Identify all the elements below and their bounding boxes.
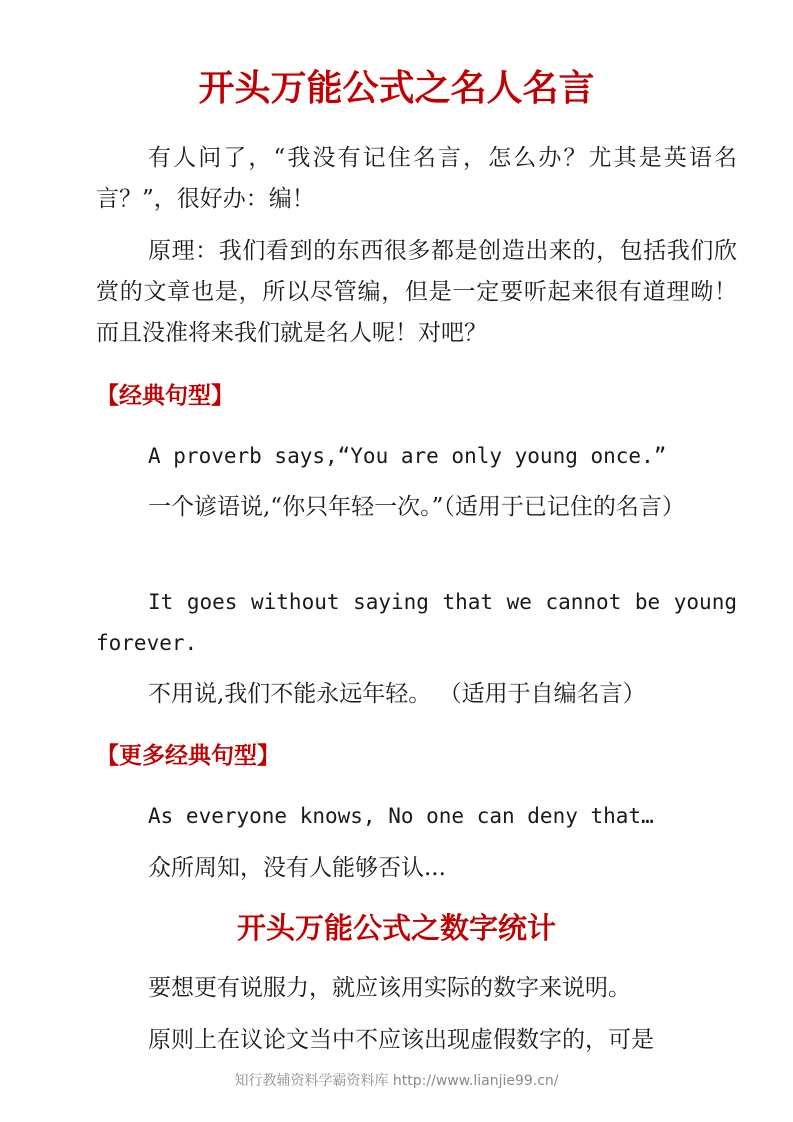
page-title: 开头万能公式之名人名言 [198, 67, 595, 109]
example-chinese-2: 不用说,我们不能永远年轻。 （适用于自编名言） [148, 681, 646, 707]
page-footer-watermark: 知行教辅资料学霸资料库 http://www.lianjie99.cn/ [234, 1073, 559, 1089]
example-english-3: As everyone knows, No one can deny that… [148, 804, 654, 828]
example-english-1: A proverb says,“You are only young once.” [148, 444, 667, 468]
section-heading-more-classic-sentences: 【更多经典句型】 [96, 742, 280, 769]
section-title-number-statistics: 开头万能公式之数字统计 [236, 911, 556, 945]
statistics-paragraph-1: 要想更有说服力，就应该用实际的数字来说明。 [148, 975, 631, 1001]
statistics-paragraph-2: 原则上在议论文当中不应该出现虚假数字的，可是 [148, 1027, 654, 1053]
intro-paragraph-1: 有人问了，“我没有记住名言，怎么办？尤其是英语名言？”，很好办：编！ [96, 145, 737, 212]
example-chinese-3: 众所周知，没有人能够否认... [148, 855, 446, 881]
section-heading-classic-sentences: 【经典句型】 [96, 382, 234, 409]
example-chinese-1: 一个谚语说,“你只年轻一次。”（适用于已记住的名言） [148, 494, 685, 520]
example-english-2: It goes without saying that we cannot be young forever. [96, 590, 737, 655]
intro-paragraph-2: 原理：我们看到的东西很多都是创造出来的，包括我们欣赏的文章也是，所以尽管编，但是一定要听起来很有道理呦！而且没准将来我们就是名人呢！对吧？ [96, 238, 737, 346]
